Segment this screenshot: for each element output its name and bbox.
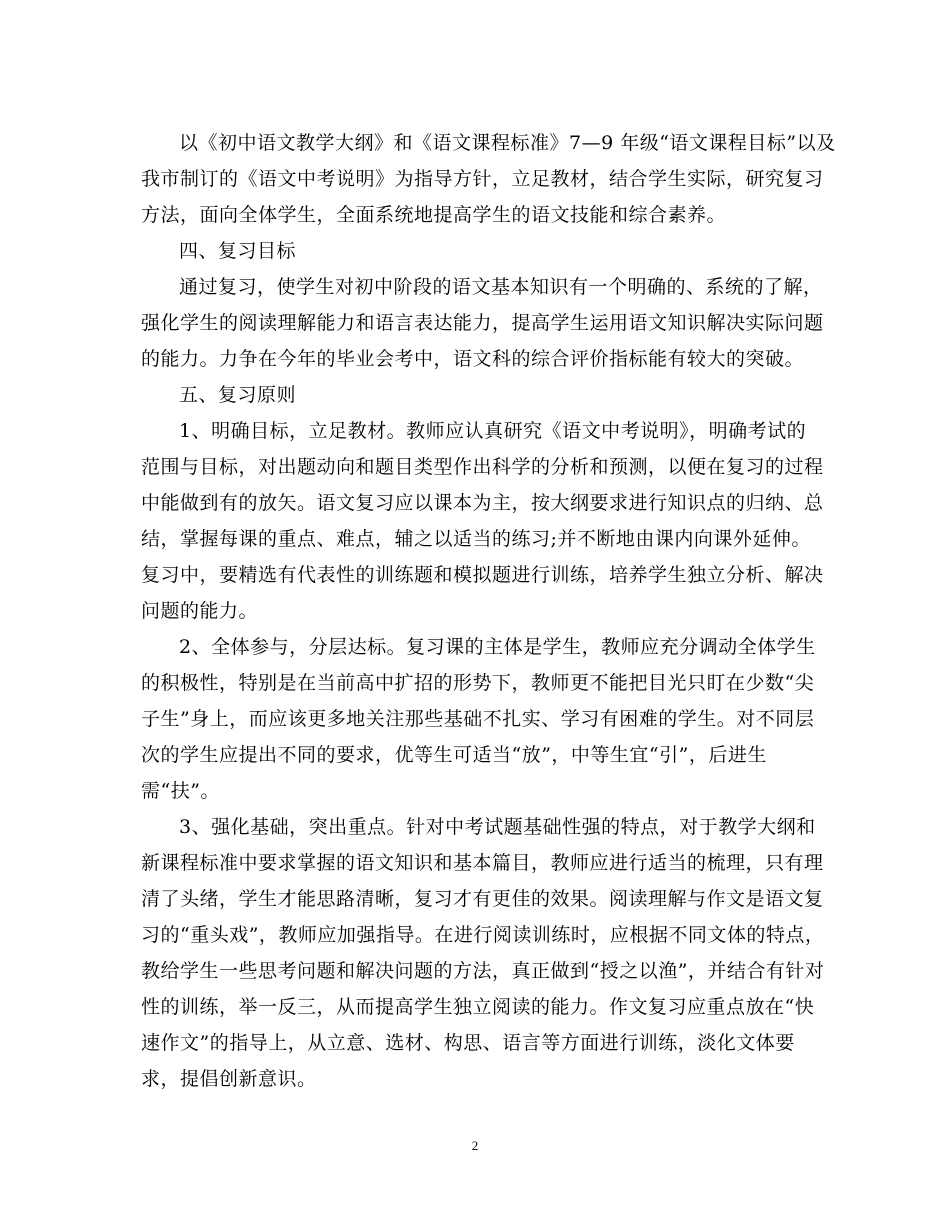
text-line: 方法，面向全体学生，全面系统地提高学生的语文技能和综合素养。 — [141, 204, 727, 226]
text-line: 1、明确目标，立足教材。教师应认真研究《语文中考说明》，明确考试的 — [179, 420, 807, 442]
text-line: 问题的能力。 — [141, 600, 259, 622]
text-line: 以《初中语文教学大纲》和《语文课程标准》7—9 年级“语文课程目标”以及 — [179, 132, 836, 154]
text-line: 四、复习目标 — [179, 240, 297, 262]
text-line: 性的训练，举一反三，从而提高学生独立阅读的能力。作文复习应重点放在“快 — [141, 996, 815, 1018]
text-line: 需“扶”。 — [141, 780, 220, 802]
text-line: 速作文”的指导上，从立意、选材、构思、语言等方面进行训练，淡化文体要 — [141, 1032, 795, 1054]
text-line: 教给学生一些思考问题和解决问题的方法，真正做到“授之以渔”，并结合有针对 — [141, 960, 825, 982]
text-line: 范围与目标，对出题动向和题目类型作出科学的分析和预测，以便在复习的过程 — [141, 456, 824, 478]
text-line: 清了头绪，学生才能思路清晰，复习才有更佳的效果。阅读理解与作文是语文复 — [141, 888, 824, 910]
text-line: 强化学生的阅读理解能力和语言表达能力，提高学生运用语文知识解决实际问题 — [141, 312, 824, 334]
text-line: 子生”身上，而应该更多地关注那些基础不扎实、学习有困难的学生。对不同层 — [141, 708, 815, 730]
text-line: 新课程标准中要求掌握的语文知识和基本篇目，教师应进行适当的梳理，只有理 — [141, 852, 824, 874]
text-line: 习的“重头戏”，教师应加强指导。在进行阅读训练时，应根据不同文体的特点， — [141, 924, 825, 946]
text-line: 的积极性，特别是在当前高中扩招的形势下，教师更不能把目光只盯在少数“尖 — [141, 672, 815, 694]
text-line: 我市制订的《语文中考说明》为指导方针，立足教材，结合学生实际，研究复习 — [141, 168, 824, 190]
text-line: 的能力。力争在今年的毕业会考中，语文科的综合评价指标能有较大的突破。 — [141, 348, 805, 370]
document-body — [141, 125, 836, 1097]
text-line: 3、强化基础，突出重点。针对中考试题基础性强的特点，对于教学大纲和 — [179, 816, 816, 838]
text-line: 2、全体参与，分层达标。复习课的主体是学生，教师应充分调动全体学生 — [179, 636, 816, 658]
text-line: 求，提倡创新意识。 — [141, 1068, 317, 1090]
text-line: 通过复习，使学生对初中阶段的语文基本知识有一个明确的、系统的了解， — [179, 276, 823, 298]
page-number: 2 — [471, 1138, 479, 1153]
text-line: 中能做到有的放矢。语文复习应以课本为主，按大纲要求进行知识点的归纳、总 — [141, 492, 824, 514]
text-line: 结，掌握每课的重点、难点，辅之以适当的练习;并不断地由课内向课外延伸。 — [141, 528, 811, 550]
text-line: 次的学生应提出不同的要求，优等生可适当“放”，中等生宜“引”，后进生 — [141, 744, 767, 766]
text-line: 五、复习原则 — [179, 384, 297, 406]
text-line: 复习中，要精选有代表性的训练题和模拟题进行训练，培养学生独立分析、解决 — [141, 564, 824, 586]
